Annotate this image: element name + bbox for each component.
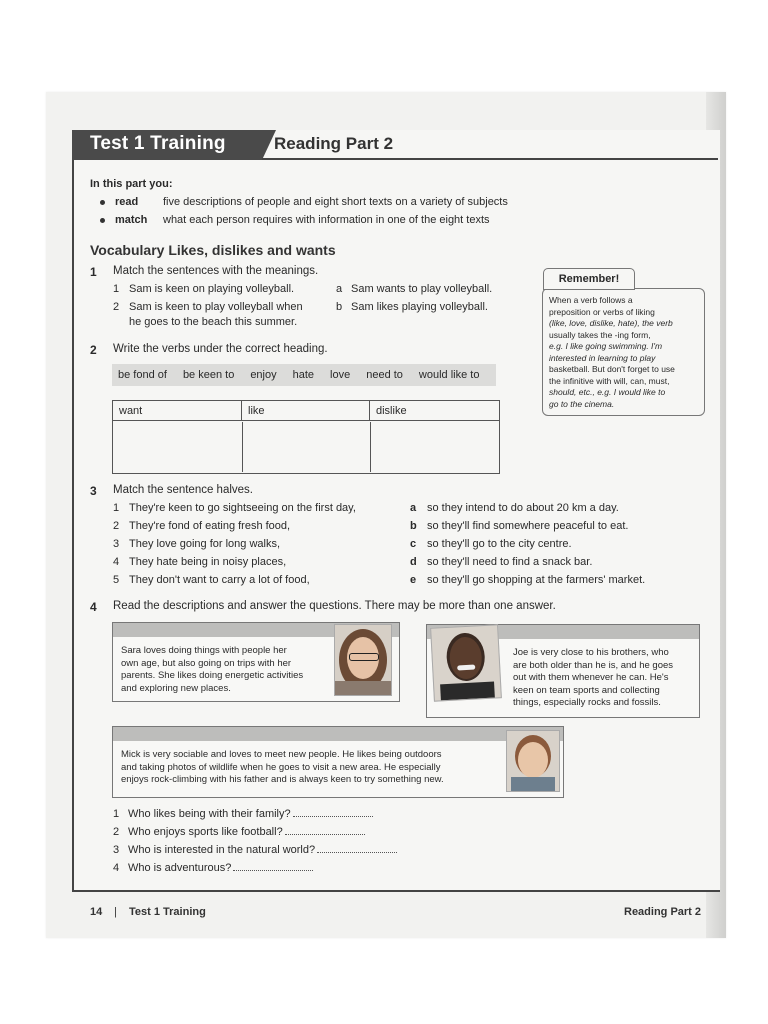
header-rule (262, 158, 718, 160)
intro-desc: five descriptions of people and eight short texts on a variety of subjects (163, 196, 508, 208)
remember-line: the infinitive with will, can, must, (549, 375, 670, 386)
q3-ending: c so they'll go to the city centre. (410, 538, 572, 550)
q1-item-cont: he goes to the beach this summer. (129, 316, 298, 328)
q1-item: 2 Sam is keen to play volleyball when (113, 301, 303, 313)
remember-line: basketball. But don't forget to use (549, 364, 675, 374)
q3-item: 1 They're keen to go sightseeing on the first day, (113, 502, 356, 514)
bullet-icon (100, 218, 105, 223)
desc-line: things, especially rocks and fossils. (513, 697, 661, 708)
footer-right-title: Reading Part 2 (624, 906, 702, 918)
q4-instruction: Read the descriptions and answer the questions. There may be more than one answer. (113, 600, 556, 612)
q4-question: 1 Who likes being with their family? (113, 808, 373, 820)
q3-instruction: Match the sentence halves. (113, 484, 253, 496)
table-header: dislike (370, 401, 499, 421)
desc-line: out with them whenever he can. He's (513, 672, 669, 683)
q3-item: 2 They're fond of eating fresh food, (113, 520, 291, 532)
title-bar (72, 130, 262, 160)
answer-line[interactable] (293, 816, 373, 817)
word-chip: hate (292, 369, 315, 381)
verb-heading-table (112, 400, 500, 474)
word-chip: be keen to (182, 369, 235, 381)
remember-line: usually takes the -ing form, (549, 329, 651, 340)
table-header: want (113, 401, 242, 421)
q4-question: 4 Who is adventurous? (113, 862, 313, 874)
mick-photo (506, 730, 560, 792)
desc-line: own age, but also going on trips with her (121, 657, 292, 669)
answer-line[interactable] (233, 870, 313, 871)
desc-line: Sara loves doing things with people her (121, 645, 287, 656)
q3-item: 5 They don't want to carry a lot of food, (113, 574, 310, 586)
table-cell-dislike[interactable] (370, 422, 499, 472)
answer-line[interactable] (285, 834, 365, 835)
intro-verb: match (115, 214, 148, 226)
desc-line: enjoys rock-climbing with his father and is always keen to try something new. (121, 774, 444, 785)
intro-desc: what each person requires with information in one of the eight texts (163, 214, 490, 226)
table-cell-like[interactable] (242, 422, 371, 472)
remember-line: e.g. I like going swimming. I'm (549, 341, 663, 351)
desc-line: are both older than he is, and he goes (513, 659, 674, 671)
remember-line: go to the cinema. (549, 398, 615, 409)
q2-number: 2 (90, 343, 97, 357)
q1-item: 1 Sam is keen on playing volleyball. (113, 283, 295, 295)
page-number: 14 (90, 906, 103, 918)
joe-photo (430, 624, 502, 701)
remember-box (542, 288, 705, 416)
remember-line: (like, love, dislike, hate), the verb (549, 318, 673, 328)
q3-ending: e so they'll go shopping at the farmers' market. (410, 574, 646, 586)
word-chip: enjoy (250, 369, 277, 381)
intro-item (100, 196, 508, 208)
desc-line: keen on team sports and collecting (513, 684, 660, 696)
desc-line: and exploring new places. (121, 682, 231, 694)
vocab-heading: Vocabulary Likes, dislikes and wants (90, 242, 336, 258)
q3-item: 3 They love going for long walks, (113, 538, 281, 550)
page-title: Test 1 Training (90, 133, 226, 154)
q4-number: 4 (90, 600, 97, 614)
q1-number: 1 (90, 265, 97, 279)
q4-question: 3 Who is interested in the natural world? (113, 844, 397, 856)
q1-instruction: Match the sentences with the meanings. (113, 265, 319, 277)
table-cell-want[interactable] (113, 422, 243, 472)
sara-photo (334, 624, 392, 696)
bullet-icon (100, 200, 105, 205)
intro-item (100, 214, 490, 226)
q3-ending: b so they'll find somewhere peaceful to eat. (410, 520, 629, 532)
word-bank (112, 364, 496, 386)
desc-line: Joe is very close to his brothers, who (513, 647, 669, 658)
q1-meaning: a Sam wants to play volleyball. (336, 283, 493, 295)
box-topbar (113, 727, 563, 741)
word-chip: love (330, 369, 351, 381)
remember-line: should, etc., e.g. I would like to (549, 387, 666, 397)
desc-line: parents. She likes doing energetic activities (121, 670, 304, 681)
q3-ending: d so they'll need to find a snack bar. (410, 556, 593, 568)
page-subtitle: Reading Part 2 (274, 134, 394, 153)
mick-description (112, 726, 564, 798)
word-chip: be fond of (118, 369, 167, 381)
footer-separator: | (114, 906, 117, 918)
q4-question: 2 Who enjoys sports like football? (113, 826, 365, 838)
answer-line[interactable] (317, 852, 397, 853)
q2-instruction: Write the verbs under the correct heading. (113, 343, 328, 355)
footer-left-title: Test 1 Training (129, 906, 206, 918)
desc-line: Mick is very sociable and loves to meet new people. He likes being outdoors (121, 749, 442, 760)
table-header: like (242, 401, 370, 421)
remember-line: When a verb follows a (549, 295, 633, 305)
intro-heading: In this part you: (90, 178, 173, 190)
intro-verb: read (115, 196, 139, 208)
word-chip: would like to (418, 369, 480, 381)
q3-item: 4 They hate being in noisy places, (113, 556, 287, 568)
q3-ending: a so they intend to do about 20 km a day. (410, 502, 619, 514)
desc-line: and taking photos of wildlife when he goes to visit a new area. He especially (121, 761, 441, 773)
q3-number: 3 (90, 484, 97, 498)
remember-tab: Remember! (543, 268, 635, 290)
remember-line: interested in learning to play (549, 352, 656, 363)
word-chip: need to (366, 369, 403, 381)
q1-meaning: b Sam likes playing volleyball. (336, 301, 488, 313)
remember-line: preposition or verbs of liking (549, 306, 655, 317)
